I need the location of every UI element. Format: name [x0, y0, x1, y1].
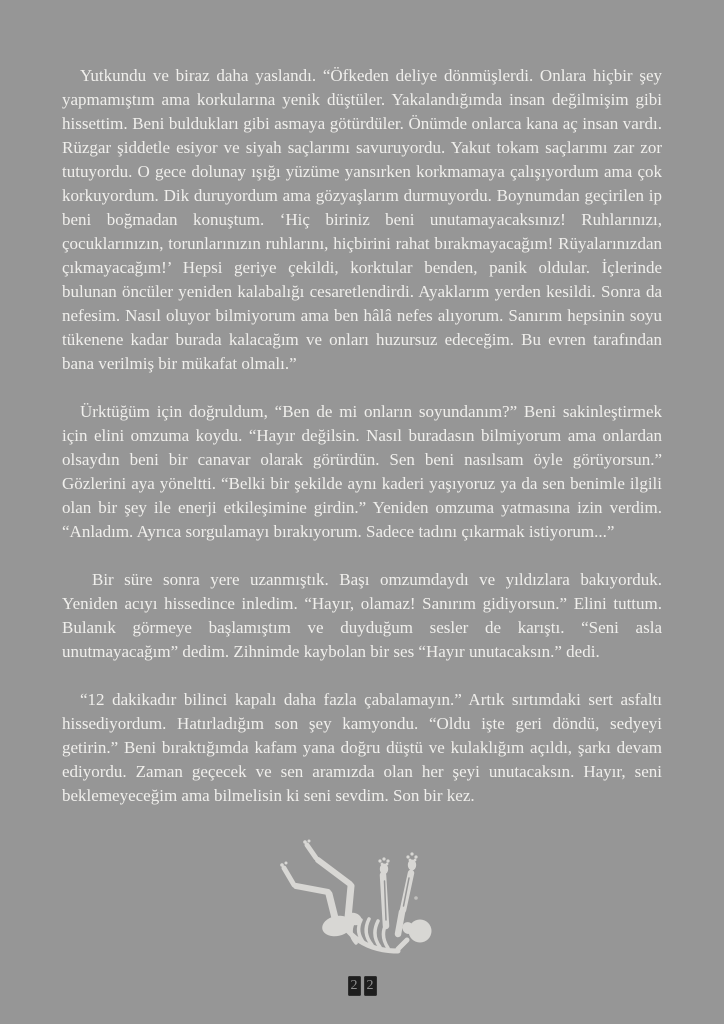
- paragraph-3: Bir süre sonra yere uzanmıştık. Başı omzumdaydı ve yıldızlara bakıyorduk. Yeniden acıyı hissedince inledim. “Hayır, olamaz! Sanırım gidiyorsun.” Elini tuttum. Bulanık görmeye başlamıştım ve duyduğum sesler de karıştı. “Seni asla unutmayacağım” dedim. Zihnimde kaybolan bir ses “Hayır unutacaksın.” dedi.: [62, 570, 662, 661]
- paragraph-4: “12 dakikadır bilinci kapalı daha fazla çabalamayın.” Artık sırtımdaki sert asfaltı hissediyordum. Hatırladığım son şey kamyondu. “Oldu işte geri döndü, sedyeyi getirin.” Beni bıraktığımda kafam yana doğru düştü ve kulaklığım açıldı, şarkı devam ediyordu. Zaman geçecek ve sen aramızda olan her şeyi unutacaksın. Hayır, seni beklemeyeceğim ama bilmelisin ki seni sevdim. Son bir kez.: [62, 690, 662, 805]
- falling-skeleton-icon: [250, 830, 490, 980]
- page-number-digit-2: 2: [364, 976, 377, 996]
- paragraph-2: Ürktüğüm için doğruldum, “Ben de mi onların soyundanım?” Beni sakinleştirmek için elini omzuma koydu. “Hayır değilsin. Nasıl buradasın bilmiyorum ama onlardan olsaydın beni bir canavar olarak görürdün. Sen beni nasılsam öyle görüyorsun.” Gözlerini aya yöneltti. “Belki bir şekilde aynı kaderi yaşıyoruz ya da sen benimle ilgili olan bir şey ile enerji etkileşimine girdin.” Yeniden omzuma yatmasına izin verdim. “Anladım. Ayrıca sorgulamayı bırakıyorum. Sadece tadını çıkarmak istiyorum...”: [62, 402, 662, 541]
- paragraph-1: Yutkundu ve biraz daha yaslandı. “Öfkeden deliye dönmüşlerdi. Onlara hiçbir şey yapmamıştım ama korkularına yenik düştüler. Yakalandığımda insan değilmişim gibi hissettim. Beni buldukları gibi asmaya götürdüler. Önümde onlarca kana aç insan vardı. Rüzgar şiddetle esiyor ve siyah saçlarımı savuruyordu. Yakut tokam saçlarımı zar zor tutuyordu. O gece dolunay ışığı yüzüme yansırken korkmamaya çalışıyordum ama çok korkuyordum. Dik duruyordum ama gözyaşlarım durmuyordu. Boynumdan geçirilen ip beni boğmadan konuştum. ‘Hiç biriniz beni unutamayacaksınız! Ruhlarınızı, çocuklarınızın, torunlarınızın ruhlarını, hiçbirini rahat bırakmayacağım! Rüyalarınızdan çıkmayacağım!’ Hepsi geriye çekildi, korktular benden, panik oldular. İçlerinde bulunan öncüler yeniden kalabalığı cesaretlendirdi. Ayaklarım yerden kesildi. Sonra da nefesim. Nasıl oluyor bilmiyorum ama ben hâlâ nefes alıyorum. Sanırım hepsinin soyu tükenene kadar burada kalacağım ve onları huzursuz edeceğim. Bu evren tarafından bana verilmiş bir mükafat olmalı.”: [62, 66, 662, 373]
- page-number: [0, 976, 724, 996]
- page-number-digit-1: 2: [348, 976, 361, 996]
- body-text: [62, 64, 662, 832]
